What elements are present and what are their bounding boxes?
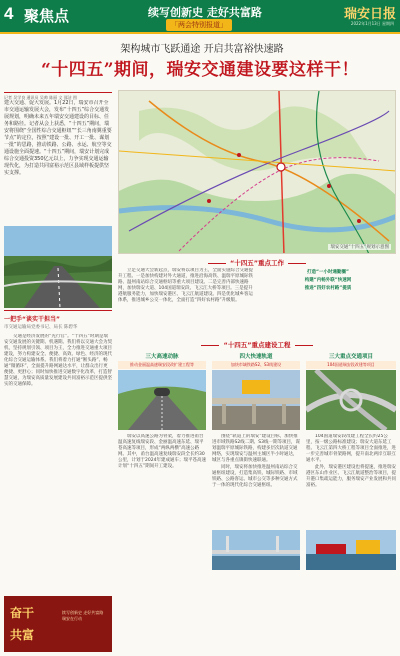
leader-column-title: 一把手“谈实干担当” <box>4 316 60 323</box>
key-work-sub-3: 推进“四好农村路”提质 <box>304 286 352 291</box>
banner-word-2: 共富 <box>10 628 35 642</box>
col2-body-more: 同时，瑞安将加快推进温州南站综合交通枢纽建设，打造集高铁、城际铁路、市域铁路、公路客运、城市公交等多种交通方式于一体的现代化综合交通枢纽。 <box>212 465 298 488</box>
page-number: 4 <box>4 4 14 23</box>
col3-title: 三大重点交通项目 <box>328 354 373 360</box>
article-title: “十四五”期间，瑞安交通建设要这样干！ <box>40 60 360 80</box>
col3-body: 104国道瑞安段改建工程全长约25公里，按一级公路标准建设；瑞安大道东延工程、飞云江第四大桥工程等项目全面推进，进一步完善城市骨架路网，提升南北两岸互联互通水平。 <box>306 434 396 463</box>
issue-date: 2022年1月13日 星期四 <box>350 21 394 26</box>
section-name: 聚焦点 <box>24 7 70 25</box>
key-work-text-left <box>118 268 254 334</box>
article-subtitle: 架构城市飞跃通途 开启共富裕快速路 <box>120 44 284 55</box>
key-work-text-right <box>260 268 396 334</box>
leader-column-header <box>4 310 112 330</box>
page-header <box>0 0 400 34</box>
col2-title: 四大快速轨道 <box>239 354 273 360</box>
col2-text <box>212 434 300 528</box>
slogan: 续写创新史 走好共富路 <box>148 6 262 19</box>
key-work-sub-2: 构建“内畅外联”快速网 <box>304 278 352 283</box>
banner-small-text: 续写创新史 走好共富路 瑞安在行动 <box>62 610 104 621</box>
key-work-sub-1: 打造“一小时通勤圈” <box>307 270 349 275</box>
key-work-body: 立足交通大会新起点，瑞安将以项目为王，全面实施综合交通提升工程。一是加快构建对外大通道，推进沿海高铁、温瑞平原城际铁路、温州南站综合交通枢纽等重大项目建设。二是完善内部快速路网，加快瑞安大道、104国道瑞安段、飞云江大桥等项目。三是提升港航服务能力，加快瑞安港区、飞云江航道建设。四是优化城乡客运体系，推进城乡公交一体化，全面打造“四好农村路”升级版。 <box>118 268 253 303</box>
key-work-heading: “十四五”重点工作 <box>118 258 396 267</box>
col3-body-more: 此外，瑞安港区建设也将提速，推进瑞安港区东山作业区、飞云江航道整治等项目，提升港口集疏运能力，服务瑞安产业发展和共同富裕。 <box>306 465 396 488</box>
build-heading: “十四五”重点建设工程 <box>118 340 396 349</box>
bridge-photo <box>212 530 300 570</box>
col1-text <box>118 434 206 594</box>
col1-body: 瑞安以高速公路为骨架，着力推进甬台温高速复线瑞安段、金丽温高速东延、瑞平苍高速等项目，形成“两纵两横”高速公路网。其中，甬台温高速复线瑞安段全长约30公里，计划于2024年建成通车；瑞平苍高速计划“十四五”期间开工建设。 <box>118 434 206 469</box>
highway-photo <box>4 226 112 308</box>
transport-plan-map <box>118 90 396 254</box>
leader-column-body <box>4 334 112 590</box>
leader-column-text: 交通是经济发展的“先行官”。“十四五”时期是瑞安交通发展的关键期、机遇期。我们将以交通大会为契机，坚持规划引领、项目为王，全力推进交通重大项目建设，努力构建安全、便捷、高效、绿色、经济的现代化综合交通运输体系。我们将着力打通“断头路”、畅通“微循环”，全面提升路网通达水平，让群众出行更便捷、更舒心；同时加快推进交通数字化改革，打造智慧交通，为瑞安高质量发展建设共同富裕示范区提供坚实的交通保障。 <box>4 334 112 387</box>
col2-sub: 加快市域铁路S2、S3线建设 <box>212 361 300 369</box>
highway-tunnel-photo <box>118 370 206 430</box>
port-photo <box>306 530 396 570</box>
col3-sub: 104国道瑞安段改建等项目 <box>306 361 396 369</box>
special-report-tag: 「两会特别报道」 <box>166 19 232 31</box>
banner-word-1: 奋干 <box>10 606 35 620</box>
lead-paragraph: 建大交通、促大发展。1月22日，瑞安市召开全市交通运输发展大会，发布“十四五”综合交通发展规划，明确未来五年瑞安交通建设的目标、任务和路径。记者从会上获悉，“十四五”期间，瑞安将围绕“全国性综合交通枢纽”“长三角南翼重要节点”的定位，按照“建设一批、开工一批、谋划一批”的思路，推动铁路、公路、水运、航空等交通设施全面提速。“十四五”期间，瑞安计划完成综合交通投资350亿元以上，力争实现交通运输现代化，为打造共同富裕示范区县域样板提供坚实支撑。 <box>4 100 112 176</box>
col3-text <box>306 434 396 528</box>
byline: 记者 吴学良 通讯员 吴帅 陈丽 文 邵洁 图 <box>4 92 112 101</box>
leader-column-sub: 市交通运输局党委书记、局长 陈碧华 <box>4 325 78 330</box>
header-stripe <box>0 32 400 34</box>
map-graphic <box>119 91 396 254</box>
col2-body: 围绕“轨道上的瑞安”建设目标，加快推进市域铁路S2线二期、S3线一期等项目，谋划温瑞平原城际铁路，构建多层次轨道交通网络，实现瑞安与温州主城区半小时通达，城区与各重点镇街快速联通。 <box>212 434 300 463</box>
interchange-photo <box>306 370 396 430</box>
newspaper-logo: 瑞安日报 <box>343 7 396 22</box>
col1-sub: 推动金丽温高速瑞安段改扩建工程等 <box>118 361 206 369</box>
rail-construction-photo <box>212 370 300 430</box>
slogan-banner <box>4 596 112 652</box>
col1-title: 三大高速动脉 <box>145 354 179 360</box>
map-caption: 瑞安交通“十四五”规划示意图 <box>330 245 389 250</box>
